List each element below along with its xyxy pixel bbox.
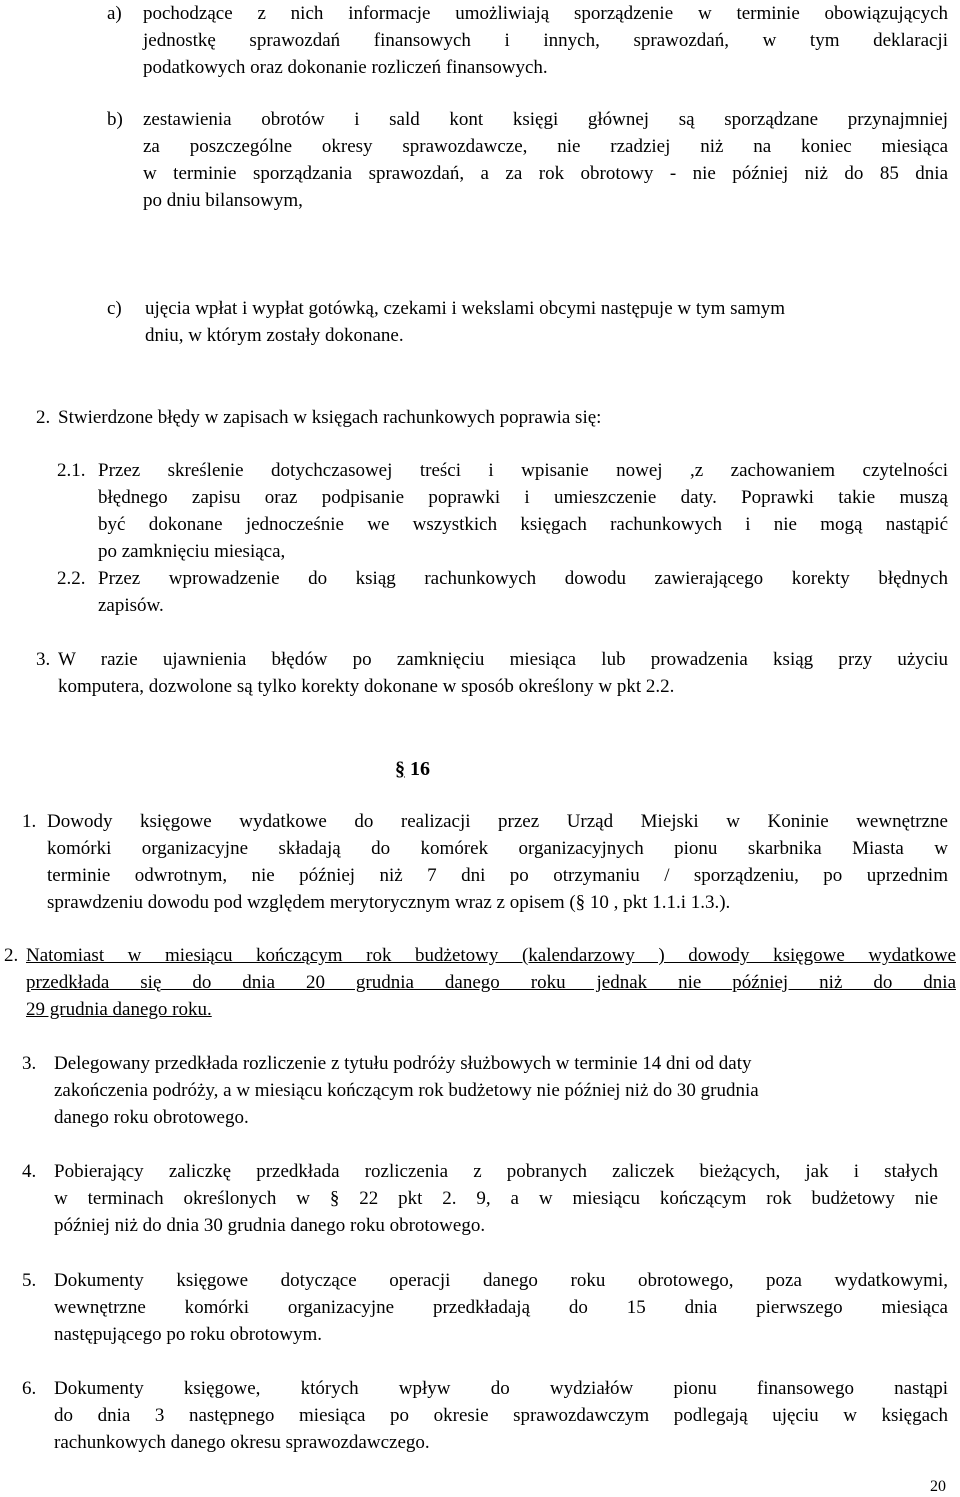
text-line: rachunkowych danego okresu sprawozdawczego. — [54, 1432, 430, 1453]
point-text — [58, 404, 948, 431]
list-marker: 2. — [36, 407, 51, 428]
text-line: błędnego zapisu oraz podpisanie poprawki i umieszczenie daty. Poprawki takie muszą — [98, 487, 948, 508]
point-text — [54, 1158, 938, 1239]
text-line: pochodzące z nich informacje umożliwiają sporządzenie w terminie obowiązujących — [143, 3, 948, 24]
text-line: jednostkę sprawozdań finansowych i innych, sprawozdań, w tym deklaracji — [143, 30, 948, 51]
list-marker: 2.2. — [57, 568, 86, 589]
text-line: przedkłada się do dnia 20 grudnia danego roku jednak nie później niż do dnia — [26, 972, 956, 993]
text-line: komórki organizacyjne składają do komórek organizacyjnych pionu skarbnika Miasta w — [47, 838, 948, 859]
section-heading — [395, 758, 430, 781]
section-sign: § — [395, 758, 405, 780]
text-line: Dowody księgowe wydatkowe do realizacji przez Urząd Miejski w Koninie wewnętrzne — [47, 811, 948, 832]
list-item-text — [143, 0, 948, 81]
text-line: Pobierający zaliczkę przedkłada rozliczenia z pobranych zaliczek bieżących, jak i stałych — [54, 1161, 938, 1182]
list-marker: 6. — [22, 1378, 37, 1399]
text-line: komputera, dozwolone są tylko korekty dokonane w sposób określony w pkt 2.2. — [58, 676, 675, 697]
point-text — [58, 646, 948, 700]
list-marker: b) — [107, 109, 123, 130]
list-marker: 3. — [36, 649, 51, 670]
list-marker: 4. — [22, 1161, 37, 1182]
text-line: Delegowany przedkłada rozliczenie z tytułu podróży służbowych w terminie 14 dni od daty — [54, 1053, 752, 1074]
point-text — [26, 942, 956, 1023]
text-line: ujęcia wpłat i wypłat gotówką, czekami i wekslami obcymi następuje w tym samym — [145, 298, 786, 319]
text-line: później niż do dnia 30 grudnia danego roku obrotowego. — [54, 1215, 486, 1236]
list-marker: a) — [107, 3, 122, 24]
point-text — [47, 808, 948, 916]
list-marker: 1. — [22, 811, 37, 832]
text-line: Stwierdzone błędy w zapisach w księgach rachunkowych poprawia się: — [58, 407, 602, 428]
text-line: być dokonane jednocześnie we wszystkich księgach rachunkowych i nie mogą nastąpić — [98, 514, 948, 535]
list-marker: c) — [107, 298, 122, 319]
list-marker: 2. — [4, 945, 19, 966]
point-text — [98, 565, 948, 619]
list-marker: 5. — [22, 1270, 37, 1291]
text-line: Natomiast w miesiącu kończącym rok budżetowy (kalendarzowy ) dowody księgowe wydatkowe — [26, 945, 956, 966]
text-line: zapisów. — [98, 595, 164, 616]
text-line: w terminach określonych w § 22 pkt 2. 9, a w miesiącu kończącym rok budżetowy nie — [54, 1188, 938, 1209]
list-marker: 3. — [22, 1053, 37, 1074]
text-line: następującego po roku obrotowym. — [54, 1324, 323, 1345]
text-line: terminie odwrotnym, nie później niż 7 dni po otrzymaniu / sporządzeniu, po uprzednim — [47, 865, 948, 886]
text-line: w terminie sporządzania sprawozdań, a za rok obrotowy - nie później niż do 85 dnia — [143, 163, 948, 184]
text-line: do dnia 3 następnego miesiąca po okresie sprawozdawczym podlegają ujęciu w księgach — [54, 1405, 948, 1426]
text-line: zakończenia podróży, a w miesiącu kończącym rok budżetowy nie później niż do 30 grudnia — [54, 1080, 759, 1101]
text-line: za poszczególne okresy sprawozdawcze, nie rzadziej niż na koniec miesiąca — [143, 136, 948, 157]
page-number: 20 — [930, 1478, 946, 1495]
text-line: po dniu bilansowym, — [143, 190, 303, 211]
list-item-text — [143, 106, 948, 214]
text-line: danego roku obrotowego. — [54, 1107, 249, 1128]
point-text — [98, 457, 948, 565]
text-line: Dokumenty księgowe dotyczące operacji danego roku obrotowego, poza wydatkowymi, — [54, 1270, 948, 1291]
text-line: Przez wprowadzenie do ksiąg rachunkowych dowodu zawierającego korekty błędnych — [98, 568, 948, 589]
text-line: Dokumenty księgowe, których wpływ do wydziałów pionu finansowego nastąpi — [54, 1378, 948, 1399]
text-line: sprawdzeniu dowodu pod względem merytorycznym wraz z opisem (§ 10 , pkt 1.1.i 1.3.). — [47, 892, 731, 913]
section-number: 16 — [410, 758, 430, 780]
point-text — [54, 1050, 944, 1131]
text-line: podatkowych oraz dokonanie rozliczeń finansowych. — [143, 57, 548, 78]
list-marker: 2.1. — [57, 460, 86, 481]
text-line: zestawienia obrotów i sald kont księgi głównej są sporządzane przynajmniej — [143, 109, 948, 130]
text-line: po zamknięciu miesiąca, — [98, 541, 286, 562]
text-line: wewnętrzne komórki organizacyjne przedkładają do 15 dnia pierwszego miesiąca — [54, 1297, 948, 1318]
text-line: dniu, w którym zostały dokonane. — [145, 325, 404, 346]
list-item-text — [145, 295, 948, 349]
text-line: Przez skreślenie dotychczasowej treści i wpisanie nowej ,z zachowaniem czytelności — [98, 460, 948, 481]
text-line: 29 grudnia danego roku. — [26, 999, 212, 1020]
text-line: W razie ujawnienia błędów po zamknięciu miesiąca lub prowadzenia ksiąg przy użyciu — [58, 649, 948, 670]
point-text — [54, 1375, 948, 1456]
point-text — [54, 1267, 948, 1348]
